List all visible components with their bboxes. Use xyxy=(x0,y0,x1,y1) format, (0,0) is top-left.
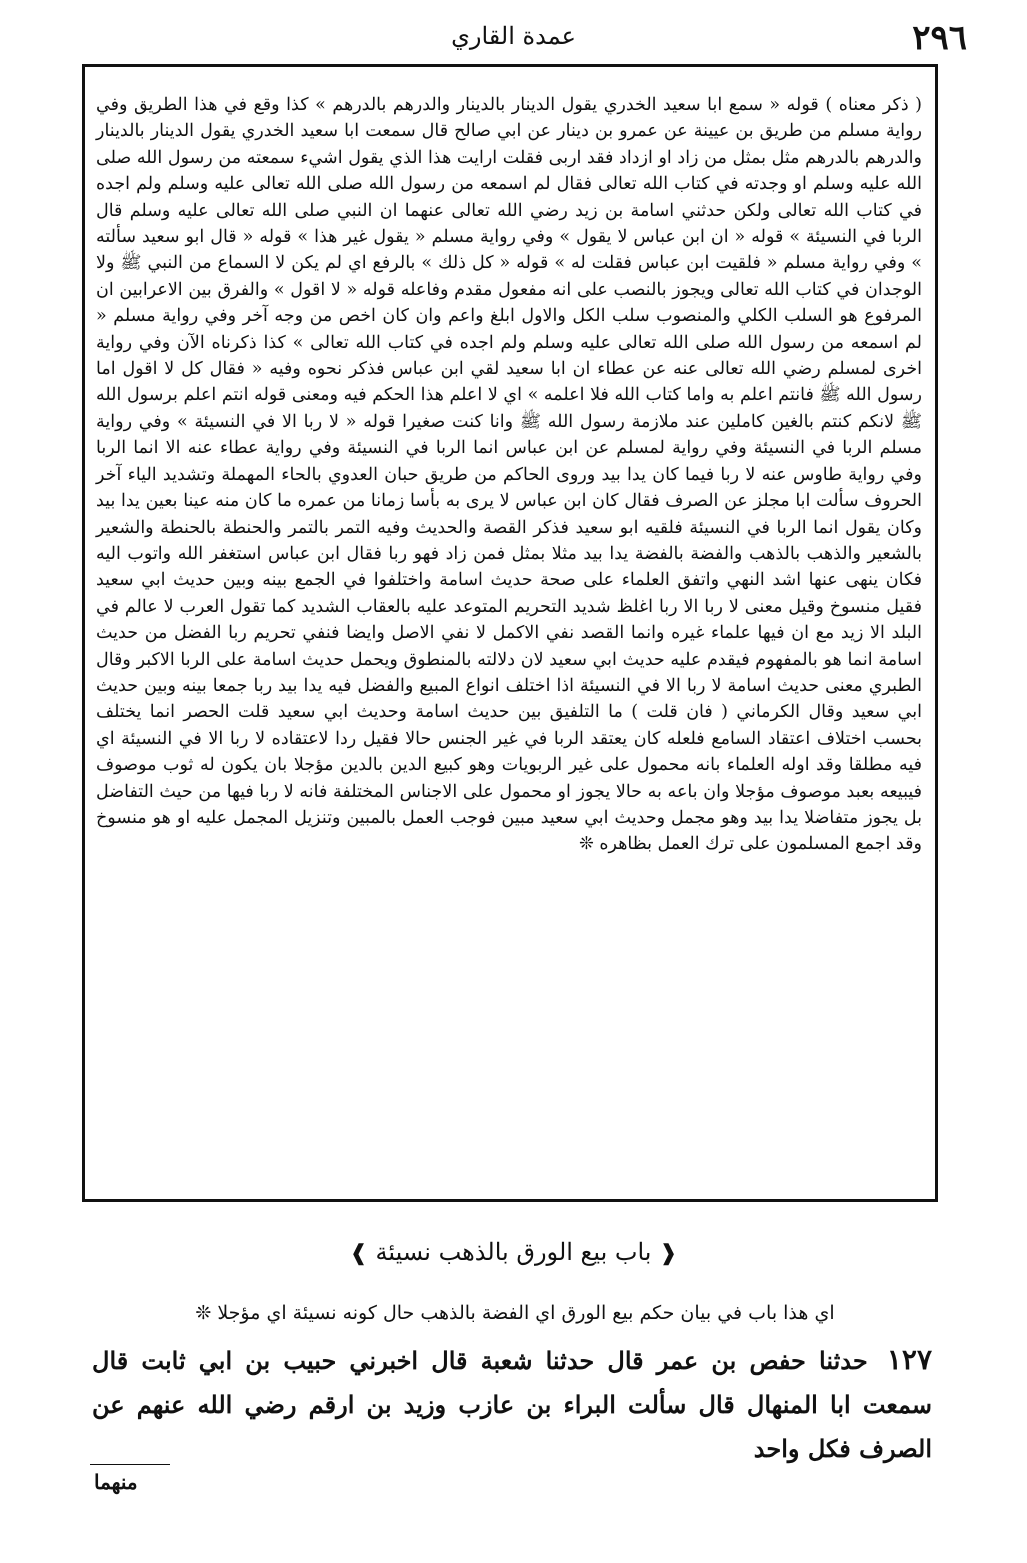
running-title: عمدة القاري xyxy=(451,22,576,50)
commentary-body xyxy=(96,92,922,858)
commentary-paragraph: ( ذكر معناه ) قوله « سمع ابا سعيد الخدري يقول الدينار بالدينار والدرهم بالدرهم » كذا وقع في هذا الطريق وفي رواية مسلم من طريق بن عيينة عن عمرو بن دينار عن ابي صالح قال سمعت ابا سعيد الخدري يقول الدينار بالدينار والدرهم بالدرهم مثل بمثل من زاد او ازداد فقد اربى فقلت ارايت هذا الذي يقول اشيء سمعته من رسول الله صلى الله عليه وسلم او وجدته في كتاب الله تعالى فقال لم اسمعه من رسول الله صلى الله تعالى عليه وسلم ولم اجده في كتاب الله تعالى ولكن حدثني اسامة بن زيد رضي الله تعالى عنهما ان النبي صلى الله تعالى عليه وسلم قال الربا في النسيئة » قوله « ان ابن عباس لا يقول » وفي رواية مسلم « يقول غير هذا » قوله « قال ابو سعيد سألته » وفي رواية مسلم « فلقيت ابن عباس فقلت له » قوله « كل ذلك » بالرفع اي لم يكن لا السماع من النبي ﷺ ولا الوجدان في كتاب الله تعالى ويجوز بالنصب على انه مفعول مقدم وفاعله قوله « لا اقول » والفرق بين الاعرابين ان المرفوع هو السلب الكلي والمنصوب سلب الكل والاول ابلغ واعم وان كان اخص من وجه آخر وفي رواية مسلم « لم اسمعه من رسول الله صلى الله تعالى عليه وسلم ولم اجده في كتاب الله تعالى » كذا ذكرناه الآن وفي رواية اخرى لمسلم رضي الله تعالى عنه عن عطاء ان ابا سعيد لقي ابن عباس فذكر نحوه وفيه « فقال كل لا اقول اما رسول الله ﷺ فانتم اعلم به واما كتاب الله فلا اعلمه » اي لا اعلم هذا الحكم فيه ومعنى قوله انتم اعلم برسول الله ﷺ لانكم كنتم بالغين كاملين عند ملازمة رسول الله ﷺ وانا كنت صغيرا قوله « لا ربا الا في النسيئة » وفي رواية مسلم الربا في النسيئة وفي رواية لمسلم عن ابن عباس انما الربا في النسيئة وفي رواية عطاء عنه الا انما الربا وفي رواية طاوس عنه لا ربا فيما كان يدا بيد وروى الحاكم من طريق حبان العدوي بالحاء المهملة وتشديد الياء آخر الحروف سألت ابا مجلز عن الصرف فقال كان ابن عباس لا يرى به بأسا زمانا من عمره ما كان منه عينا بعين يدا بيد وكان يقول انما الربا في النسيئة فلقيه ابو سعيد فذكر القصة والحديث وفيه التمر بالتمر والحنطة بالحنطة والشعير بالشعير والذهب بالذهب والفضة بالفضة يدا بيد مثلا بمثل فمن زاد فهو ربا فقال ابن عباس استغفر الله واتوب اليه فكان ينهى عنها اشد النهي واتفق العلماء على صحة حديث اسامة واختلفوا في الجمع بينه وبين حديث ابي سعيد فقيل منسوخ وقيل معنى لا ربا الا ربا اغلظ شديد التحريم المتوعد عليه بالعقاب الشديد كما تقول العرب لا عالم في البلد الا زيد مع ان فيها علماء غيره وانما القصد نفي الاكمل لا نفي الاصل وايضا فنفي تحريم ربا الفضل من حديث اسامة انما هو بالمفهوم فيقدم عليه حديث ابي سعيد لان دلالته بالمنطوق ويحمل حديث اسامة على الربا الاكبر وقال الطبري معنى حديث اسامة لا ربا الا في النسيئة اذا اختلف انواع المبيع والفضل فيه يدا بيد ربا جمعا بينه وبين حديث ابي سعيد وقال الكرماني ( فان قلت ) ما التلفيق بين حديث اسامة وحديث ابي سعيد قلت الحصر انما يختلف بحسب اختلاف اعتقاد السامع فلعله كان يعتقد الربا في غير الجنس حالا فقيل ردا لاعتقاده لا ربا الا في النسيئة اي فيه مطلقا وقد اوله العلماء بانه محمول على غير الربويات وهو كبيع الدين بالدين مؤجلا بان يكون له ثوب موصوف فيبيعه بعبد موصوف مؤجلا وان باعه به حالا يجوز او محمول على الاجناس المختلفة فانه لا ربا فيها من حيث التفاضل بل يجوز متفاضلا يدا بيد وهو مجمل وحديث ابي سعيد مبين فوجب العمل بالمبين وتنزيل المجمل عليه او هو منسوخ وقد اجمع المسلمون على ترك العمل بظاهره ❊ xyxy=(96,95,922,855)
catchword-rule xyxy=(90,1464,170,1465)
page-number: ۲۹٦ xyxy=(912,18,967,58)
chapter-heading xyxy=(0,1238,1027,1266)
ornament-left-icon: ❱ xyxy=(349,1241,368,1266)
chapter-title: باب بيع الورق بالذهب نسيئة xyxy=(375,1238,652,1266)
page-header xyxy=(60,18,967,60)
ornament-right-icon: ❰ xyxy=(659,1241,678,1266)
chapter-explanation: اي هذا باب في بيان حكم بيع الورق اي الفضة بالذهب حال كونه نسيئة اي مؤجلا ❊ xyxy=(195,1302,835,1324)
catchword: منهما xyxy=(94,1470,138,1494)
hadith-text: حدثنا حفص بن عمر قال حدثنا شعبة قال اخبرني حبيب بن ابي ثابت قال سمعت ابا المنهال قال سألت البراء بن عازب وزيد بن ارقم رضي الله عنهم عن الصرف فكل واحد xyxy=(92,1346,932,1463)
hadith-block xyxy=(92,1338,932,1471)
hadith-number: ۱۲۷ xyxy=(886,1343,932,1376)
